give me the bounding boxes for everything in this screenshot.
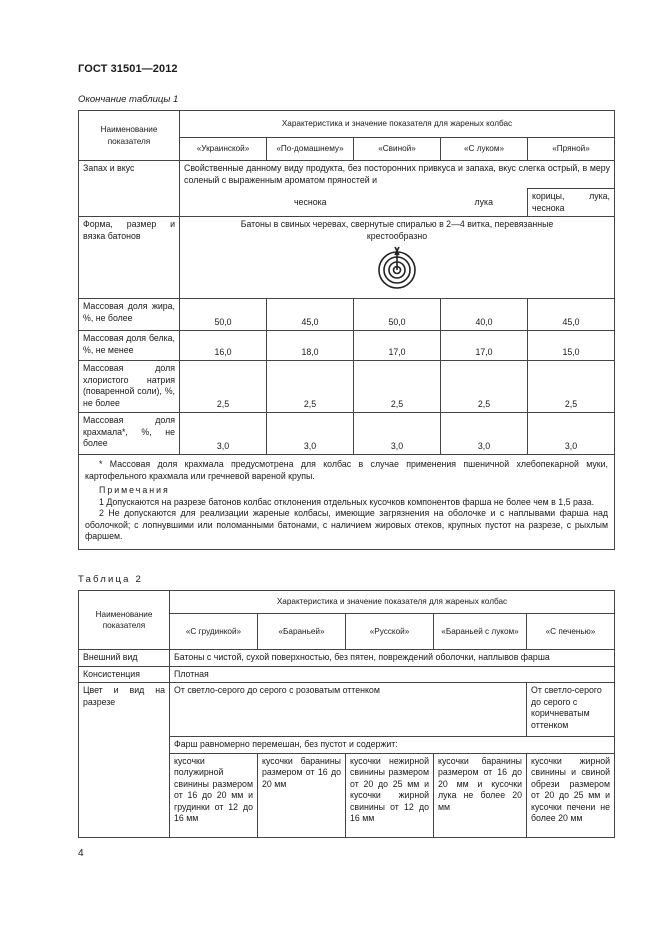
smell-garlic: чеснока bbox=[180, 189, 441, 217]
value-cell: 2,5 bbox=[180, 361, 267, 413]
table-1 bbox=[78, 110, 615, 550]
row-label-smell: Запах и вкус bbox=[79, 161, 180, 217]
value-cell: 3,0 bbox=[180, 413, 267, 455]
group-header: Характеристика и значение показателя для жареных колбас bbox=[180, 111, 615, 138]
column-header: «Бараньей» bbox=[258, 614, 346, 650]
cut-color-liver: От светло-серого до серого с коричневатым оттенком bbox=[527, 683, 615, 737]
column-header: «Пряной» bbox=[528, 138, 615, 161]
row-label-protein: Массовая доля белка, %, не менее bbox=[79, 331, 180, 361]
shape-text: Батоны в свиных черевах, свернутые спиралью в 2—4 витка, перевязанные крестообразно bbox=[240, 219, 554, 241]
appearance-value: Батоны с чистой, сухой поверхностью, без пятен, повреждений оболочки, наплывов фарша bbox=[170, 650, 615, 667]
document-header: ГОСТ 31501—2012 bbox=[78, 63, 178, 75]
column-header: «С луком» bbox=[441, 138, 528, 161]
value-cell: 45,0 bbox=[267, 299, 354, 331]
page-number: 4 bbox=[78, 848, 84, 859]
mince-intro: Фарш равномерно перемешан, без пустот и содержит: bbox=[170, 737, 615, 754]
value-cell: 17,0 bbox=[354, 331, 441, 361]
table2-caption: Таблица 2 bbox=[78, 574, 143, 585]
value-cell: 2,5 bbox=[441, 361, 528, 413]
column-header: «Бараньей с луком» bbox=[434, 614, 527, 650]
row-label-starch: Массовая доля крахмала*, %, не более bbox=[79, 413, 180, 455]
pieces-cell: кусочки полужирной свинины размером от 16 до 20 мм и грудинки от 12 до 16 мм bbox=[170, 753, 258, 837]
col-header-name: Наименование показателя bbox=[79, 591, 170, 650]
value-cell: 2,5 bbox=[354, 361, 441, 413]
spiral-sausage-icon bbox=[375, 245, 419, 291]
shape-cell bbox=[180, 217, 615, 299]
value-cell: 40,0 bbox=[441, 299, 528, 331]
row-label-fat: Массовая доля жира, %, не более bbox=[79, 299, 180, 331]
value-cell: 3,0 bbox=[441, 413, 528, 455]
column-header: «С грудинкой» bbox=[170, 614, 258, 650]
pieces-cell: кусочки нежирной свинины размером от 20 до 25 мм и кусочки жирной свинины от 12 до 16 мм bbox=[346, 753, 434, 837]
column-header: «Русской» bbox=[346, 614, 434, 650]
smell-cinnamon: корицы, лука, чеснока bbox=[528, 189, 615, 217]
column-header: «С печенью» bbox=[527, 614, 615, 650]
footnote: * Массовая доля крахмала предусмотрена для колбас в случае применения пшеничной хлебопекарной муки, картофельного крахмала или гречневой вареной крупы. bbox=[85, 459, 608, 481]
smell-common: Свойственные данному виду продукта, без посторонних привкуса и запаха, вкус слегка острый, в меру соленый с выраженным ароматом пряностей и bbox=[180, 161, 615, 189]
row-label-cut: Цвет и вид на разрезе bbox=[79, 683, 170, 838]
table-2 bbox=[78, 590, 615, 838]
column-header: «Украинской» bbox=[180, 138, 267, 161]
column-header: «Свиной» bbox=[354, 138, 441, 161]
pieces-cell: кусочки баранины размером от 16 до 20 мм и кусочки лука не более 20 мм bbox=[434, 753, 527, 837]
consistency-value: Плотная bbox=[170, 666, 615, 683]
value-cell: 3,0 bbox=[354, 413, 441, 455]
col-header-name: Наименование показателя bbox=[79, 111, 180, 161]
notes-title: Примечания bbox=[99, 485, 170, 495]
row-label-shape: Форма, размер и вязка батонов bbox=[79, 217, 180, 299]
value-cell: 16,0 bbox=[180, 331, 267, 361]
smell-onion: лука bbox=[441, 189, 528, 217]
value-cell: 18,0 bbox=[267, 331, 354, 361]
value-cell: 17,0 bbox=[441, 331, 528, 361]
value-cell: 3,0 bbox=[528, 413, 615, 455]
value-cell: 15,0 bbox=[528, 331, 615, 361]
cut-color-main: От светло-серого до серого с розоватым оттенком bbox=[170, 683, 527, 737]
value-cell: 50,0 bbox=[180, 299, 267, 331]
value-cell: 2,5 bbox=[267, 361, 354, 413]
value-cell: 3,0 bbox=[267, 413, 354, 455]
value-cell: 50,0 bbox=[354, 299, 441, 331]
pieces-cell: кусочки баранины размером от 16 до 20 мм bbox=[258, 753, 346, 837]
group-header: Характеристика и значение показателя для жареных колбас bbox=[170, 591, 615, 614]
pieces-cell: кусочки жирной свинины и свиной обрези размером от 20 до 25 мм и кусочки печени не более 20 мм bbox=[527, 753, 615, 837]
row-label-salt: Массовая доля хлористого натрия (поваренной соли), %, не более bbox=[79, 361, 180, 413]
table1-caption: Окончание таблицы 1 bbox=[78, 94, 179, 105]
value-cell: 45,0 bbox=[528, 299, 615, 331]
row-label-appearance: Внешний вид bbox=[79, 650, 170, 667]
row-label-consistency: Консистенция bbox=[79, 666, 170, 683]
note-1: 1 Допускаются на разрезе батонов колбас отклонения отдельных кусочков компонентов фарша не более чем в 1,5 раза. bbox=[99, 496, 595, 507]
column-header: «По-домашнему» bbox=[267, 138, 354, 161]
note-2: 2 Не допускаются для реализации жареные колбасы, имеющие загрязнения на оболочке и с наплывами фарша над оболочкой; с лопнувшими или поломанными батонами, с наличием жировых отеков, крупных пустот на разрезе, с рыхлым фаршем. bbox=[85, 508, 608, 541]
value-cell: 2,5 bbox=[528, 361, 615, 413]
notes-cell bbox=[79, 455, 615, 550]
